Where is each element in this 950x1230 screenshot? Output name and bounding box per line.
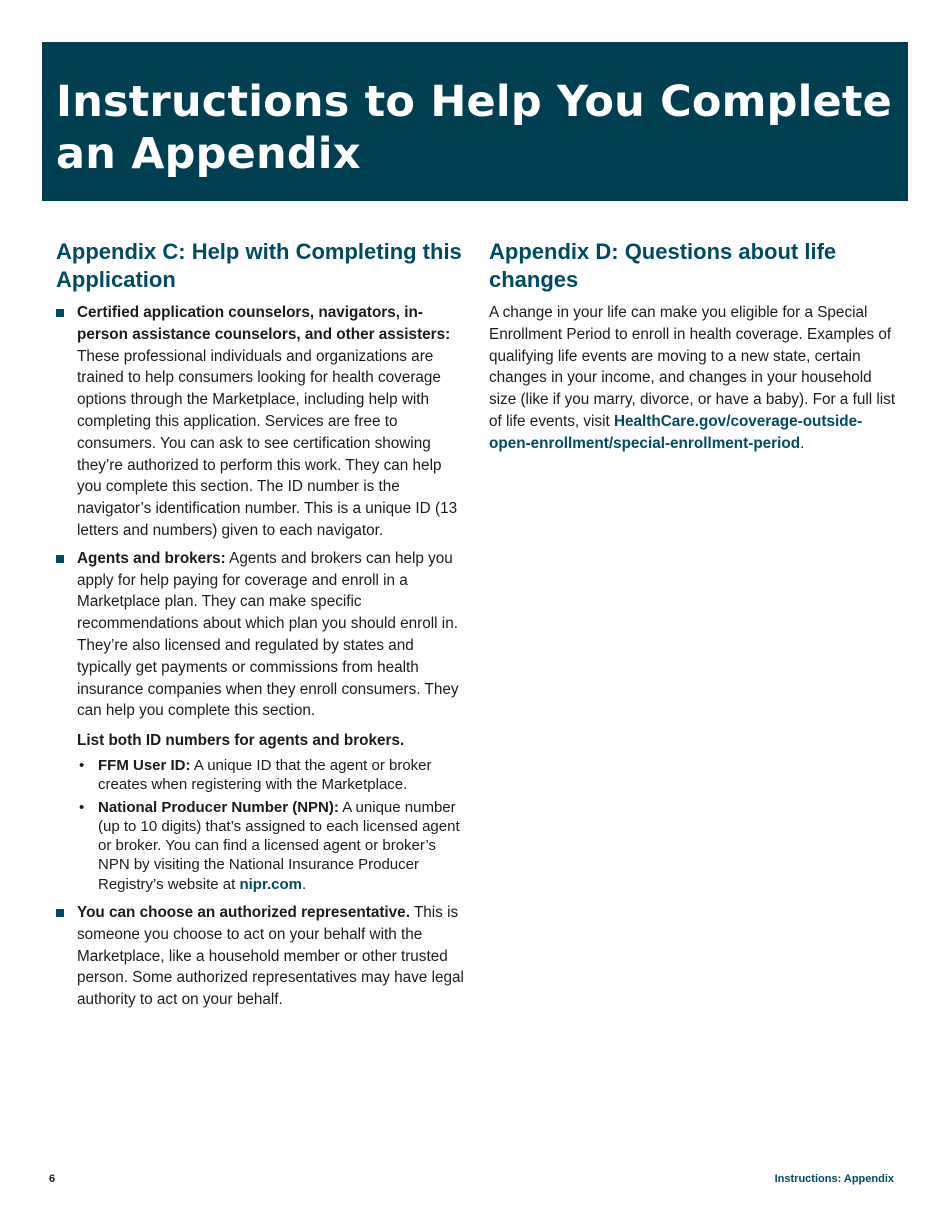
nipr-link[interactable]: nipr.com	[239, 875, 302, 893]
list-item	[56, 902, 468, 1011]
sub-list-item	[77, 798, 468, 894]
appendix-d-heading	[489, 238, 899, 294]
sub-item-text: A unique number (up to 10 digits) that’s assigned to each licensed agent or broker. You can find a licensed agent or broker’s NPN by visiting the National Insurance Producer Registry’s website at	[98, 798, 460, 893]
id-numbers-list	[77, 756, 468, 894]
item-text: These professional individuals and organizations are trained to help consumers looking for health coverage options through the Marketplace, including help with completing this application. Services are free to consumers. You can ask to see certification showing they’re authorized to perform this work. They can help you complete this section. The ID number is the navigator’s identification number. This is a unique ID (13 letters and numbers) given to each navigator.	[77, 347, 458, 539]
list-item	[56, 302, 468, 542]
title-banner	[42, 42, 908, 201]
id-numbers-subhead: List both ID numbers for agents and brokers.	[77, 732, 405, 750]
sub-item-text: A unique ID that the agent or broker creates when registering with the Marketplace.	[98, 756, 432, 794]
title-line-1: Instructions to Help You Complete	[56, 77, 893, 127]
item-label: Certified application counselors, navigators, in-person assistance counselors, and other assisters:	[77, 304, 451, 343]
page-title	[56, 76, 894, 180]
sub-item-label: FFM User ID:	[98, 756, 191, 774]
item-text: This is someone you choose to act on your behalf with the Marketplace, like a household member or other trusted person. Some authorized representatives may have legal authority to act on your behalf.	[77, 904, 464, 1009]
sub-item-label: National Producer Number (NPN):	[98, 798, 339, 816]
appendix-d-column	[489, 238, 899, 455]
appendix-d-body	[489, 302, 899, 455]
appendix-d-label: Appendix D:	[489, 239, 619, 264]
sub-item-suffix: .	[301, 875, 307, 893]
footer-section-title: Instructions: Appendix	[774, 1173, 894, 1185]
appendix-c-column	[56, 238, 468, 1017]
title-line-2: an Appendix	[56, 129, 361, 179]
appendix-c-label: Appendix C:	[56, 239, 186, 264]
appendix-d-text: A change in your life can make you eligible for a Special Enrollment Period to enroll in health coverage. Examples of qualifying life events are moving to a new state, certain changes in your income, and changes in your household size (like if you marry, divorce, or have a baby). For a full list of life events, visit	[489, 304, 896, 430]
page-number: 6	[49, 1173, 56, 1185]
sub-list-item	[77, 756, 468, 795]
healthcare-gov-link[interactable]: HealthCare.gov/coverage-outside-open-enrollment/special-enrollment-period	[489, 412, 863, 452]
appendix-c-list	[56, 302, 468, 1011]
appendix-d-title: Questions about life changes	[489, 239, 837, 292]
item-label: Agents and brokers:	[77, 549, 226, 567]
list-item	[56, 548, 468, 894]
item-label: You can choose an authorized representative.	[77, 904, 410, 922]
item-text: Agents and brokers can help you apply for help paying for coverage and enroll in a Marketplace plan. They can make specific recommendations about which plan you should enroll in. They’re also licensed and regulated by states and typically get payments or commissions from health insurance companies when they enroll consumers. They can help you complete this section.	[77, 549, 459, 720]
appendix-c-heading	[56, 238, 468, 294]
appendix-d-suffix: .	[800, 434, 805, 452]
appendix-c-title: Help with Completing this Application	[56, 239, 462, 292]
